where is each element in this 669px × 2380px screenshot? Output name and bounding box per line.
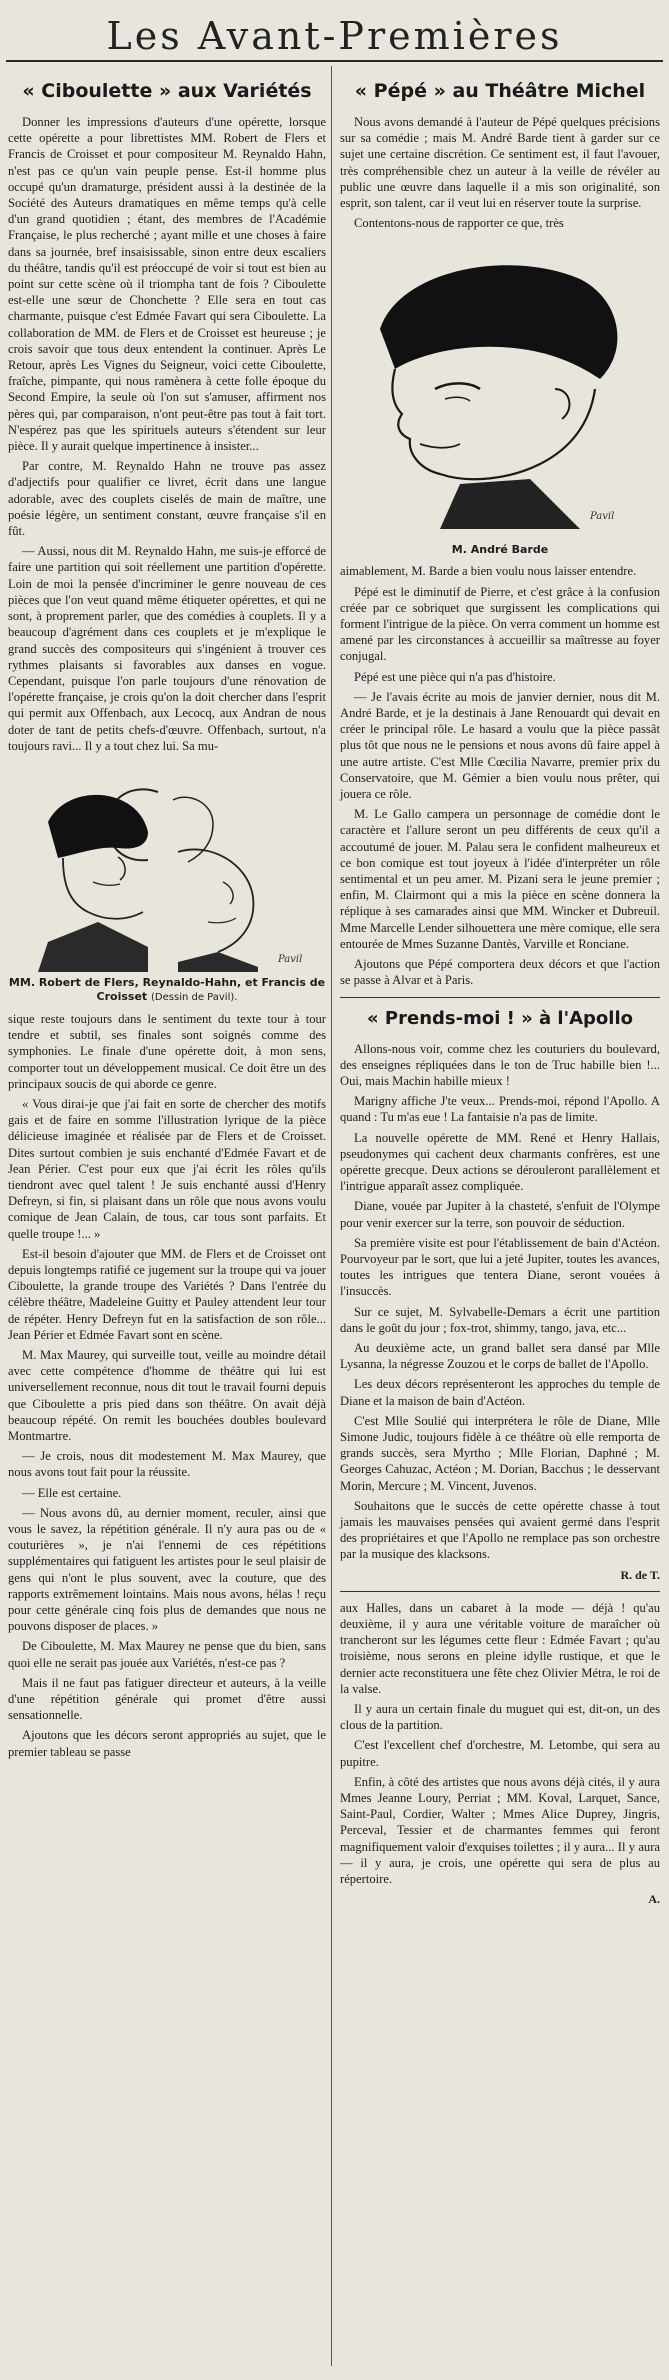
paragraph: — Elle est certaine. bbox=[22, 1485, 122, 1500]
paragraph: Enfin, à côté des artistes que nous avons déjà cités, il y aura Mmes Jeanne Loury, Perriat ; MM. Koval, Larquet, Sance, Saint-Paul, Cordier, Walter ; Mmes Alice Duprey, Jingris, Perceval, Tessier et de charmantes femmes qui feront magnifiquement valoir d'exquises toilettes ; il y aura... Il y aura — il y aura, je crois, une opérette qui sera de plus au répertoire. bbox=[340, 1774, 660, 1887]
paragraph: Marigny affiche J'te veux... Prends-moi, répond l'Apollo. A quand : Tu m'as eue ! La fantaisie n'a pas de limite. bbox=[340, 1094, 660, 1125]
caption-text: MM. Robert de Flers, Reynaldo-Hahn, et Francis de Croisset bbox=[8, 975, 326, 1003]
paragraph: Allons-nous voir, comme chez les couturiers du boulevard, des enseignes répliquées dans le ton de Truc habille bien !... Oui, mais Machin habille mieux ! bbox=[340, 1041, 660, 1088]
paragraph: Nous avons demandé à l'auteur de Pépé quelques précisions sur sa comédie ; mais M. André Barde tient à garder sur ce sujet une certaine discrétion. Ce sentiment est, il faut l'avouer, très compréhensible chez un auteur à la veille de révéler au public une œuvre dans laquelle il a mis son originalité, son esprit, son talent, car il veut lui en réserver toute la surprise. bbox=[340, 115, 660, 211]
paragraph: Pépé est une pièce qui n'a pas d'histoire. bbox=[354, 669, 556, 684]
paragraph: — Aussi, nous dit M. Reynaldo Hahn, me suis-je efforcé de faire une partition qui soit réellement une partition d'opérette. Loin de moi la pensée d'incriminer le genre nouveau de ces pièces que l'on veut quand même étiqueter opérettes, et qui ne sont, à proprement parler, que des comédies à couplets. Il y a beaucoup d'agrément dans ces couplets et je m'explique le grand succès des compositeurs qui s'ingénient à trouver ces rythmes plaisants si favorables aux danses en vogue. Cependant, puisque l'on parle toujours d'une rénovation de l'opérette française, je crois qu'on la doit chercher dans l'esprit qui permit aux Offenbach, aux Lecocq, aux Andran de nous doter de tant de petits chefs-d'œuvre. Offenbach, surtout, n'a toujours ravi... Il y a tout chez lui. Sa mu- bbox=[8, 544, 326, 753]
drawing-credit: (Dessin de Pavil). bbox=[151, 991, 238, 1003]
section-divider bbox=[340, 1591, 660, 1592]
paragraph: Au deuxième acte, un grand ballet sera dansé par Mlle Lysanna, la négresse Zouzou et le corps de ballet de l'Apollo. bbox=[340, 1340, 660, 1372]
ciboulette-title: « Ciboulette » aux Variétés bbox=[22, 80, 312, 102]
barde-portrait-drawing bbox=[340, 239, 660, 539]
right-column bbox=[340, 70, 660, 1907]
paragraph: « Vous dirai-je que j'ai fait en sorte de chercher des motifs gais et de faire en somme l'illustration lyrique de la pièce délicieuse imaginée et réalisée par de Flers et de Croisset. Dites surtout combien je suis enchanté d'Edmée Favart et de Jean Périer. C'est pour eux que j'ai écrit les rôles qu'ils tiendront avec quel talent ! Je suis enchanté aussi d'Henry Defreyn, si fin, si plaisant dans un rôle que nous avons voulu comique de Jean Calain, de tous, car tous sont parfaits. Et quelle troupe !... » bbox=[8, 1096, 326, 1241]
caricature-drawing bbox=[8, 762, 326, 972]
masthead bbox=[0, 0, 669, 62]
page-title: Les Avant-Premières bbox=[106, 14, 563, 58]
paragraph: Les deux décors représenteront les approches du temple de Diane et la maison de bain d'Actéon. bbox=[340, 1377, 660, 1408]
paragraph: sique reste toujours dans le sentiment du texte tour à tour tendre et subtil, ses finales sont soignés comme des symphonies. Le finale d'une opérette doit, à mon sens, comporter tout un développement musical. Ce doit être un des principaux soucis de qui aborde ce genre. bbox=[8, 1011, 326, 1091]
pepe-title: « Pépé » au Théâtre Michel bbox=[354, 80, 646, 102]
paragraph: M. Le Gallo campera un personnage de comédie dont le caractère et l'allure seront un peu différents de ceux qu'il a accoutumé de jouer. M. Palau sera le confident malheureux et ce bon comique est tout joyeux à l'idée d'interpréter un rôle sentimental et un peu amer. M. Pizani sera le jeune premier ; enfin, M. Clairmont qui a mis la pièce en scène donnera la réplique à ses camarades ainsi que MM. Wincker et Dubreuil. Mme Marcelle Lender silhouettera une mère comique, elle sera entourée de Mmes Suzanne Dantès, Varville et Ronciane. bbox=[340, 807, 660, 951]
paragraph: Sur ce sujet, M. Sylvabelle-Demars a écrit une partition dans le goût du jour ; fox-trot, shimmy, tango, java, etc... bbox=[340, 1304, 660, 1335]
paragraph: Contentons-nous de rapporter ce que, très bbox=[354, 216, 564, 231]
apollo-body bbox=[340, 1041, 660, 1583]
apollo-signature: R. de T. bbox=[620, 1567, 660, 1582]
barde-portrait-figure bbox=[340, 239, 660, 557]
paragraph: Est-il besoin d'ajouter que MM. de Flers et de Croisset ont depuis longtemps ratifié ce jugement sur la troupe qui va jouer Ciboulette, la grande troupe des Variétés ? Dans l'entrée du célèbre théâtre, Madeleine Guitty et Pauley attendent leur tour de répéter. Henry Defreyn fut en la satisfaction de son rôle... Jean Périer et Edmée Favart sont en scène. bbox=[8, 1246, 326, 1342]
column-divider bbox=[331, 66, 332, 2366]
barde-caption: M. André Barde bbox=[451, 543, 549, 557]
paragraph: aux Halles, dans un cabaret à la mode — déjà ! qu'au deuxième, il y aura une véritable voiture de maraîcher où trancheront sur les légumes cette fleur : Edmée Favart ; qu'au troisième, nous serons en pleine idylle rustique, et que le dernier acte reconstituera une fête chez Olivier Métra, le roi de la valse. bbox=[340, 1600, 660, 1696]
paragraph: Ajoutons que les décors seront appropriés au sujet, que le premier tableau se passe bbox=[8, 1728, 326, 1759]
paragraph: Souhaitons que le succès de cette opérette chasse à tout jamais les mauvaises pensées qui avaient germé dans l'esprit des propriétaires et que l'Apollo ne remplace pas son orchestre par la musique des klacksons. bbox=[340, 1498, 660, 1562]
paragraph: Pépé est le diminutif de Pierre, et c'est grâce à la confusion créée par ce sobriquet que surgissent les complications qui forment l'intrigue de la pièce. On verra comment un homme est amené par les circonstances à accueillir sa maîtresse au foyer conjugal. bbox=[340, 584, 660, 664]
pepe-body-mid bbox=[340, 563, 660, 988]
paragraph: M. Max Maurey, qui surveille tout, veille au moindre détail avec cette compétence d'homme de théâtre qui lui est universellement reconnue, nous dit tout le travail fourni depuis que Ciboulette a pris pied dans son théâtre. On avait déjà beaucoup répété. On remit les bouchées doubles boulevard Montmartre. bbox=[8, 1347, 326, 1443]
paragraph: Ajoutons que Pépé comportera deux décors et que l'action se passe à Alvar et à Paris. bbox=[340, 957, 660, 988]
ciboulette-continuation bbox=[340, 1600, 660, 1908]
paragraph: C'est l'excellent chef d'orchestre, M. Letombe, qui sera au pupitre. bbox=[340, 1738, 660, 1769]
paragraph: Par contre, M. Reynaldo Hahn ne trouve pas assez d'adjectifs pour qualifier ce livret, écrit dans une langue adorable, avec des couplets ciselés de main de maître, une poésie légère, un sentiment constant, œuvre française s'il en fût. bbox=[8, 459, 326, 539]
svg-text:Pavil: Pavil bbox=[278, 953, 303, 965]
paragraph: Mais il ne faut pas fatiguer directeur et auteurs, à la veille d'une répétition générale qui promet d'être aussi sensationnelle. bbox=[8, 1675, 326, 1723]
left-column bbox=[8, 70, 326, 1764]
apollo-title: « Prends-moi ! » à l'Apollo bbox=[367, 1007, 633, 1029]
paragraph: De Ciboulette, M. Max Maurey ne pense que du bien, sans quoi elle ne serait pas jouée aux Variétés, n'est-ce pas ? bbox=[8, 1639, 326, 1670]
paragraph: Diane, vouée par Jupiter à la chasteté, s'enfuit de l'Olympe pour venir exercer sur la terre, son pouvoir de séduction. bbox=[340, 1199, 660, 1230]
svg-text:Pavil: Pavil bbox=[590, 511, 615, 523]
section-divider bbox=[340, 997, 660, 998]
paragraph: aimablement, M. Barde a bien voulu nous laisser entendre. bbox=[340, 564, 637, 579]
paragraph: — Nous avons dû, au dernier moment, reculer, ainsi que vous le savez, la répétition générale. Il n'y aura pas ou de « couturières », je n'ai l'ennemi de ces répétitions supplémentaires qui fatiguent les artistes pour le seul plaisir de gens qui n'ont le plus souvent, avec la couture, que des rapports extrêmement lointains. Mais nous avons, hélas ! reçu pour cette générale cinq fois plus de demandes que nous ne pouvons disposer de places. » bbox=[8, 1505, 326, 1634]
masthead-rule bbox=[6, 60, 663, 62]
end-signature: A. bbox=[648, 1892, 660, 1907]
paragraph: Donner les impressions d'auteurs d'une opérette, lorsque cette opérette a pour librettistes MM. Robert de Flers et Francis de Croisset et pour compositeur M. Reynaldo Hahn, n'est pas ce qu'un vain peuple pense. Est-il homme plus occupé qu'un dramaturge, président aussi à la destinée de la Société des Auteurs dramatiques en même temps qu'à celle d'un grand quotidien ; étant, des membres de l'Académie Française, le plus recherché ; ayant mille et une choses à faire dans sa journée, bref insaisissable, sinon entre deux escaliers du théâtre, tandis qu'il est préoccupé de voir si tout est bien au point sur cette scène où il triompha tant de fois ? Ciboulette est-elle une sœur de Chonchette ? Elle sera en tout cas charmante, puisque c'est Edmée Favart qui sera Ciboulette. La collaboration de MM. de Flers et de Croisset est heureuse ; je crois savoir que tous deux entendent la continuer. Après Le Retour, après Les Vignes du Seigneur, voici cette Ciboulette, fraîche, pimpante, qui nous ramènera à cette folle époque du Second Empire, la seule où l'on sut s'amuser, affirment nos pères qui, par comparaison, n'ont peut-être pas tout à fait tort. N'espérez pas que les spirituels auteurs s'étendent sur leur pièce. Il y aurait quelque impertinence à insister... bbox=[8, 115, 326, 454]
paragraph: La nouvelle opérette de MM. René et Henry Hallais, pseudonymes qui cachent deux charmants confrères, est une opérette grecque. Deux actions se dérouleront parallèlement et l'intrigue apparaît assez compliquée. bbox=[340, 1130, 660, 1194]
paragraph: Sa première visite est pour l'établissement de bain d'Actéon. Pourvoyeur par le sort, que lui a jeté Jupiter, toutes les avances, toutes les intrigues que tentera Diane, seront vouées à l'insuccès. bbox=[340, 1235, 660, 1299]
paragraph: Il y aura un certain finale du muguet qui est, dit-on, un des clous de la partition. bbox=[340, 1702, 660, 1733]
ciboulette-body-bottom bbox=[8, 1011, 326, 1760]
paragraph: C'est Mlle Soulié qui interprétera le rôle de Diane, Mlle Simone Judic, toujours fidèle à ce théâtre où elle remporta de grands succès, sera Myrtho ; Mlle Florian, Daphné ; M. Georges Cahuzac, Actéon ; M. Dorian, Bacchus ; le desservant Morin, Mercure ; M. Vincent, Juvenos. bbox=[340, 1413, 660, 1493]
caricature-figure bbox=[8, 762, 326, 1005]
paragraph: — Je l'avais écrite au mois de janvier dernier, nous dit M. André Barde, et je la destinais à Jane Renouardt qui devait en créer le principal rôle. Le hasard a voulu que la pièce passât plus tôt que nous ne le pensions et nous avons dû faire appel à une autre artiste. C'est Mlle Cœcilia Navarre, premier prix du Conservatoire, que M. Gémier a bien voulu nous prêter, qui jouera ce rôle. bbox=[340, 689, 660, 802]
paragraph: — Je crois, nous dit modestement M. Max Maurey, que nous avons tout fait pour la réussite. bbox=[8, 1449, 326, 1480]
pepe-body-top bbox=[340, 114, 660, 231]
caricature-caption bbox=[8, 976, 326, 1005]
ciboulette-body-top bbox=[8, 114, 326, 754]
